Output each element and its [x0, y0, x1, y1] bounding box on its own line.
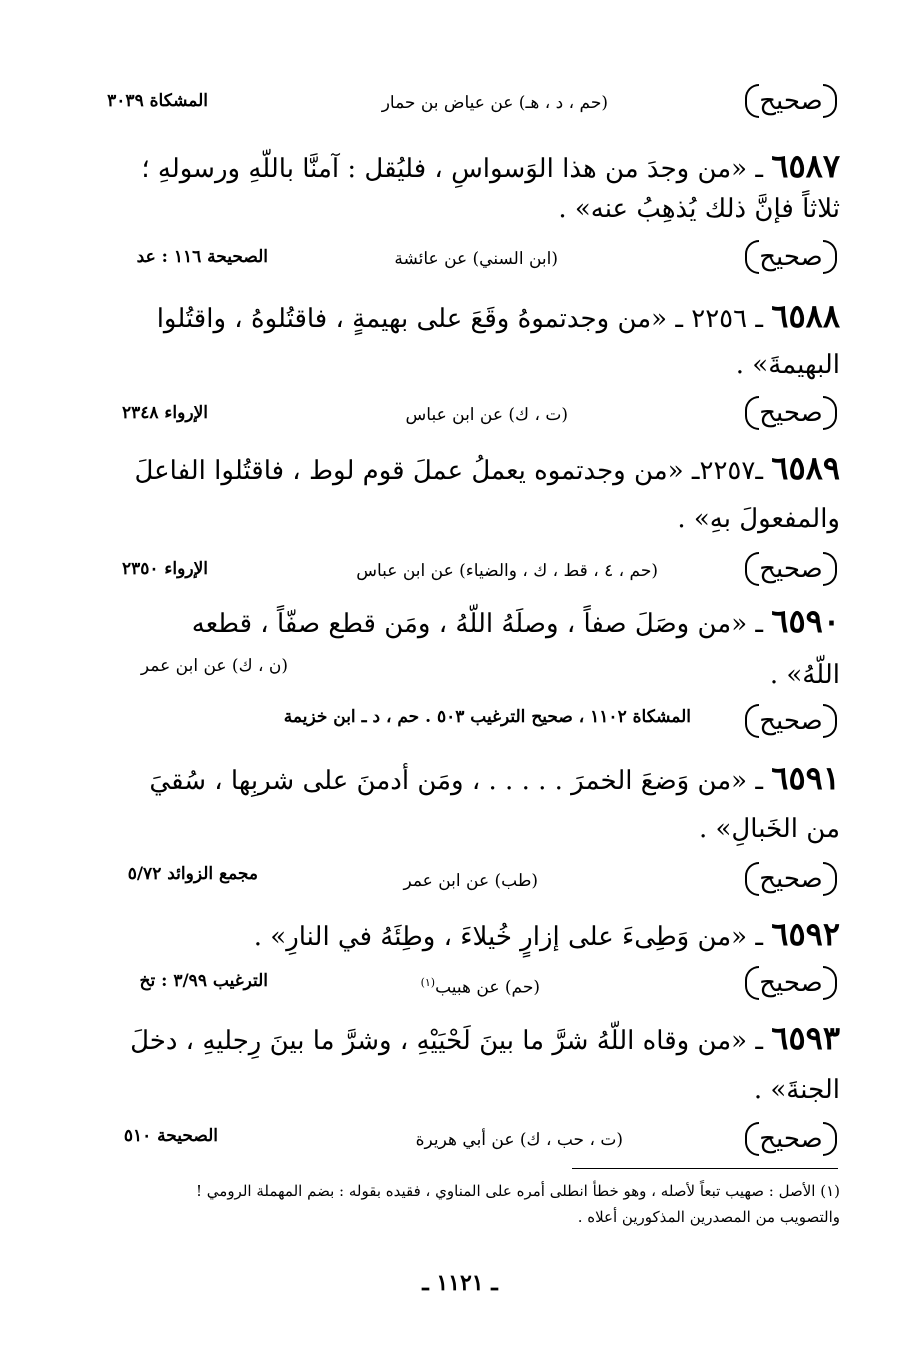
- source-citation: (ابن السني) عن عائشة: [394, 249, 558, 269]
- hadith-line: ثلاثاً فإنَّ ذلك يُذهِبُ عنه» .: [558, 194, 840, 224]
- hadith-line: ٦٥٩٣ ـ «من وقاه اللّهُ شرَّ ما بينَ لَحْيَيْهِ ، وشرَّ ما بينَ رِجليهِ ، دخلَ: [130, 1019, 840, 1057]
- inline-source-citation: (ن ، ك) عن ابن عمر: [140, 656, 288, 676]
- grade-label: صحيح: [745, 240, 837, 274]
- hadith-line: من الخَبالِ» .: [698, 814, 840, 844]
- hadith-line: الجنةَ» .: [753, 1075, 840, 1105]
- source-citation: (ت ، حب ، ك) عن أبي هريرة: [415, 1130, 623, 1150]
- source-citation: (حم) عن هبيب$^{(١)}$: [420, 976, 540, 998]
- hadith-line: ٦٥٨٩ ـ٢٢٥٧ـ «من وجدتموه يعملُ عملَ قوم لوط ، فاقتُلوا الفاعلَ: [134, 449, 840, 487]
- grade-label: صحيح: [745, 1122, 837, 1156]
- reference: المشكاة ١١٠٢ ، صحيح الترغيب ٥٠٣ . حم ، د ـ ابن خزيمة: [283, 707, 691, 727]
- reference: مجمع الزوائد ٥/٧٢: [127, 864, 258, 884]
- hadith-number: ٦٥٨٧: [771, 147, 840, 185]
- reference: المشكاة ٣٠٣٩: [107, 91, 208, 111]
- reference: الصحيحة ١١٦ : عد: [136, 247, 268, 267]
- hadith-number: ٦٥٨٩: [771, 449, 840, 487]
- hadith-line: والمفعولَ بهِ» .: [677, 504, 840, 534]
- hadith-line: البهيمةَ» .: [735, 350, 840, 380]
- hadith-line: ٦٥٩٠ ـ «من وصَلَ صفاً ، وصلَهُ اللّهُ ، ومَن قطع صفّاً ، قطعه: [191, 602, 840, 640]
- footnote-line: (١) الأصل : صهيب تبعاً لأصله ، وهو خطأ انطلى أمره على المناوي ، فقيده بقوله : بضم المهملة الرومي !: [195, 1182, 840, 1200]
- page-number: ـ ١١٢١ ـ: [422, 1270, 498, 1296]
- reference: الصحيحة ٥١٠: [123, 1126, 218, 1146]
- footnote-marker: (١): [420, 976, 436, 989]
- grade-label: صحيح: [745, 84, 837, 118]
- reference: الإرواء ٢٣٤٨: [121, 403, 208, 423]
- hadith-number: ٦٥٩٠: [771, 602, 840, 640]
- hadith-line: ٦٥٩٢ ـ «من وَطِىءَ على إزارٍ خُيلاءَ ، وطِئَهُ في النارِ» .: [253, 915, 840, 953]
- hadith-number: ٦٥٨٨: [771, 297, 840, 335]
- footnote-line: والتصويب من المصدرين المذكورين أعلاه .: [577, 1208, 840, 1226]
- source-citation: (حم ، د ، هـ) عن عياض بن حمار: [381, 93, 608, 113]
- source-citation: (طب) عن ابن عمر: [403, 871, 538, 891]
- grade-label: صحيح: [745, 966, 837, 1000]
- hadith-number: ٦٥٩٣: [771, 1019, 840, 1057]
- hadith-line: ٦٥٩١ ـ «من وَضعَ الخمرَ . . . . . ، ومَن أدمنَ على شربِها ، سُقيَ: [149, 759, 840, 797]
- grade-label: صحيح: [745, 704, 837, 738]
- hadith-line: اللّهُ» .: [769, 660, 840, 690]
- grade-label: صحيح: [745, 396, 837, 430]
- source-citation: (ت ، ك) عن ابن عباس: [405, 405, 568, 425]
- grade-label: صحيح: [745, 862, 837, 896]
- reference: الترغيب ٣/٩٩ : تخ: [139, 971, 268, 991]
- source-citation: (حم ، ٤ ، قط ، ك ، والضياء) عن ابن عباس: [356, 561, 658, 581]
- grade-label: صحيح: [745, 552, 837, 586]
- hadith-number: ٦٥٩٢: [771, 915, 840, 953]
- hadith-line: ٦٥٨٧ ـ «من وجدَ من هذا الوَسواسِ ، فليُقل : آمنَّا باللّهِ ورسولهِ ؛: [141, 147, 840, 185]
- footnote-separator: [572, 1168, 838, 1169]
- hadith-line: ٦٥٨٨ ـ ٢٢٥٦ ـ «من وجدتموهُ وقَعَ على بهيمةٍ ، فاقتُلوهُ ، واقتُلوا: [156, 297, 840, 335]
- reference: الإرواء ٢٣٥٠: [121, 559, 208, 579]
- hadith-number: ٦٥٩١: [771, 759, 840, 797]
